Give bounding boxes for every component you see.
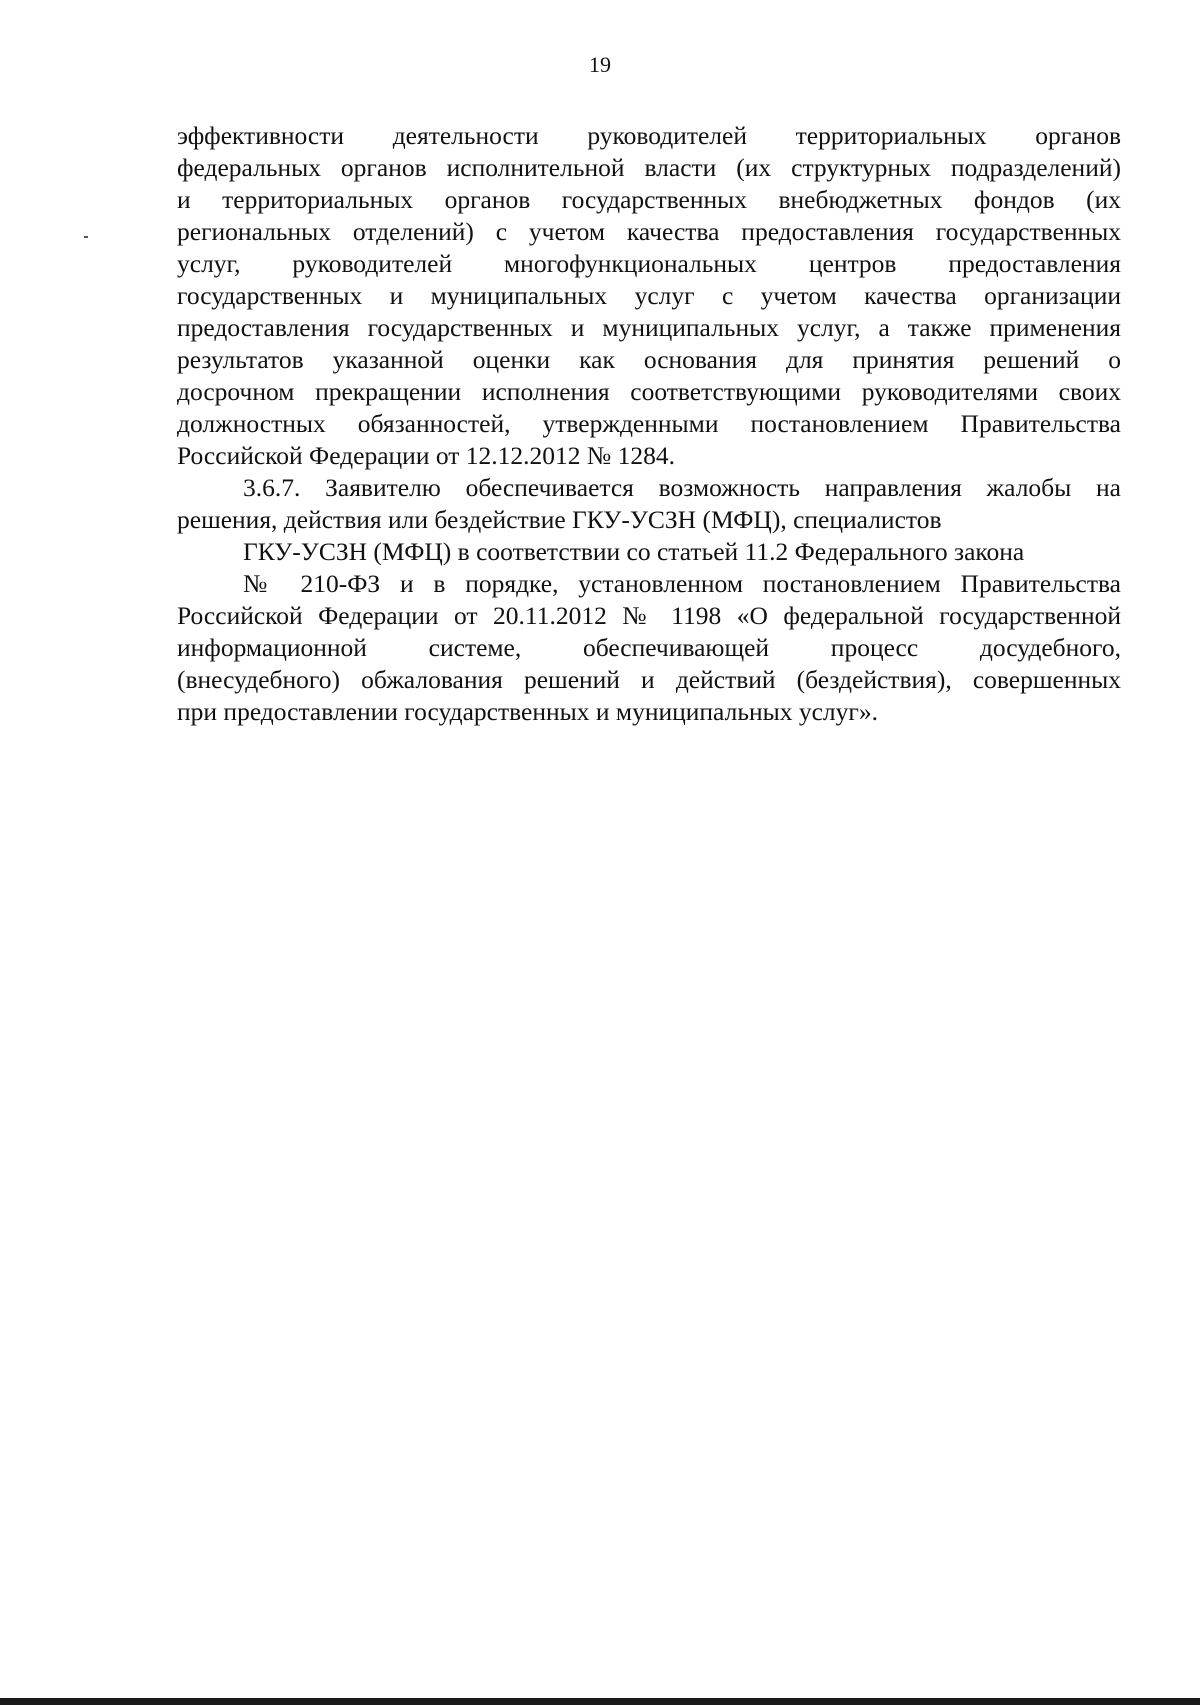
- text-line: региональных отделений) с учетом качества предоставления государственных: [177, 217, 1121, 246]
- text-line: и территориальных органов государственных внебюджетных фондов (их: [177, 185, 1121, 214]
- paragraph-1: [177, 120, 1121, 472]
- text-line: ГКУ-УСЗН (МФЦ) в соответствии со статьей 11.2 Федерального закона: [243, 537, 1025, 566]
- page-number: 19: [589, 52, 611, 77]
- text-line: № 210-ФЗ и в порядке, установленном постановлением Правительства: [243, 569, 1121, 598]
- text-line: Российской Федерации от 12.12.2012 № 1284.: [177, 441, 675, 470]
- text-line: (внесудебного) обжалования решений и действий (бездействия), совершенных: [177, 665, 1121, 694]
- text-line: Российской Федерации от 20.11.2012 № 1198 «О федеральной государственной: [177, 601, 1121, 630]
- text-line: предоставления государственных и муниципальных услуг, а также применения: [177, 313, 1121, 342]
- text-line: эффективности деятельности руководителей территориальных органов: [177, 121, 1121, 150]
- text-line: при предоставлении государственных и муниципальных услуг».: [177, 697, 878, 726]
- text-line: услуг, руководителей многофункциональных центров предоставления: [177, 249, 1121, 278]
- text-line: 3.6.7. Заявителю обеспечивается возможность направления жалобы на: [243, 473, 1121, 502]
- text-line: должностных обязанностей, утвержденными постановлением Правительства: [177, 409, 1121, 438]
- text-line: информационной системе, обеспечивающей процесс досудебного,: [177, 633, 1121, 662]
- document-body: [177, 120, 1121, 728]
- text-line: решения, действия или бездействие ГКУ-УСЗН (МФЦ), специалистов: [177, 505, 942, 534]
- text-line: досрочном прекращении исполнения соответствующими руководителями своих: [177, 377, 1121, 406]
- scan-artifact: [84, 236, 88, 238]
- paragraph-2: [177, 472, 1121, 728]
- scan-border-bottom: [0, 1698, 1200, 1705]
- text-line: федеральных органов исполнительной власти (их структурных подразделений): [177, 153, 1121, 182]
- text-line: результатов указанной оценки как основания для принятия решений о: [177, 345, 1121, 374]
- text-line: государственных и муниципальных услуг с учетом качества организации: [177, 281, 1121, 310]
